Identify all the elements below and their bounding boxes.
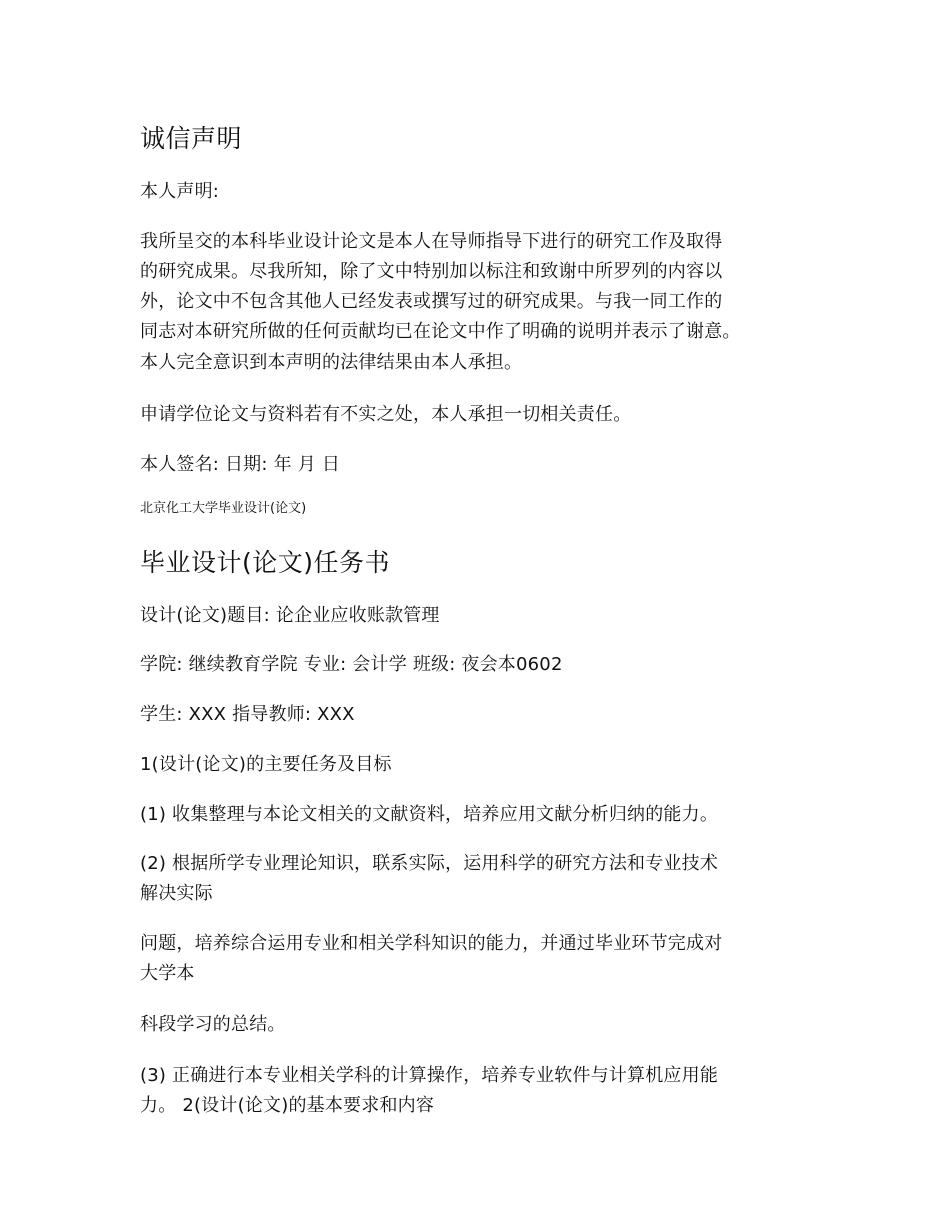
- declaration-body-line: 外，论文中不包含其他人已经发表或撰写过的研究成果。与我一同工作的: [140, 291, 723, 312]
- declaration-signature: 本人签名: 日期: 年 月 日: [140, 454, 341, 475]
- task-item-2-line: 解决实际: [140, 883, 213, 904]
- task-title: 毕业设计(论文)任务书: [140, 548, 391, 577]
- task-college: 学院: 继续教育学院 专业: 会计学 班级: 夜会本0602: [140, 654, 563, 675]
- declaration-body-line: 我所呈交的本科毕业设计论文是本人在导师指导下进行的研究工作及取得: [140, 231, 723, 252]
- declaration-title: 诚信声明: [140, 124, 243, 153]
- task-item-2-cont-line: 大学本: [140, 963, 195, 984]
- task-item-2-line: (2) 根据所学专业理论知识，联系实际，运用科学的研究方法和专业技术: [140, 853, 719, 874]
- task-item-3-line: (3) 正确进行本专业相关学科的计算操作，培养专业软件与计算机应用能: [140, 1065, 719, 1086]
- task-item-3-line: 力。 2(设计(论文)的基本要求和内容: [140, 1095, 435, 1116]
- task-section-1: 1(设计(论文)的主要任务及目标: [140, 754, 392, 775]
- running-header: 北京化工大学毕业设计(论文): [140, 501, 307, 516]
- task-item-2-cont-line: 问题，培养综合运用专业和相关学科知识的能力，并通过毕业环节完成对: [140, 933, 723, 954]
- declaration-body-line: 同志对本研究所做的任何贡献均已在论文中作了明确的说明并表示了谢意。: [140, 321, 741, 342]
- declaration-body-line: 本人完全意识到本声明的法律结果由本人承担。: [140, 352, 523, 373]
- declaration-body-line: 的研究成果。尽我所知，除了文中特别加以标注和致谢中所罗列的内容以: [140, 261, 723, 282]
- task-student: 学生: XXX 指导教师: XXX: [140, 704, 355, 725]
- task-item-2-cont-2: 科段学习的总结。: [140, 1014, 286, 1035]
- task-topic: 设计(论文)题目: 论企业应收账款管理: [140, 605, 440, 626]
- task-item-1: (1) 收集整理与本论文相关的文献资料，培养应用文献分析归纳的能力。: [140, 804, 719, 825]
- declaration-responsibility: 申请学位论文与资料若有不实之处，本人承担一切相关责任。: [140, 404, 632, 425]
- declaration-intro: 本人声明:: [140, 181, 220, 202]
